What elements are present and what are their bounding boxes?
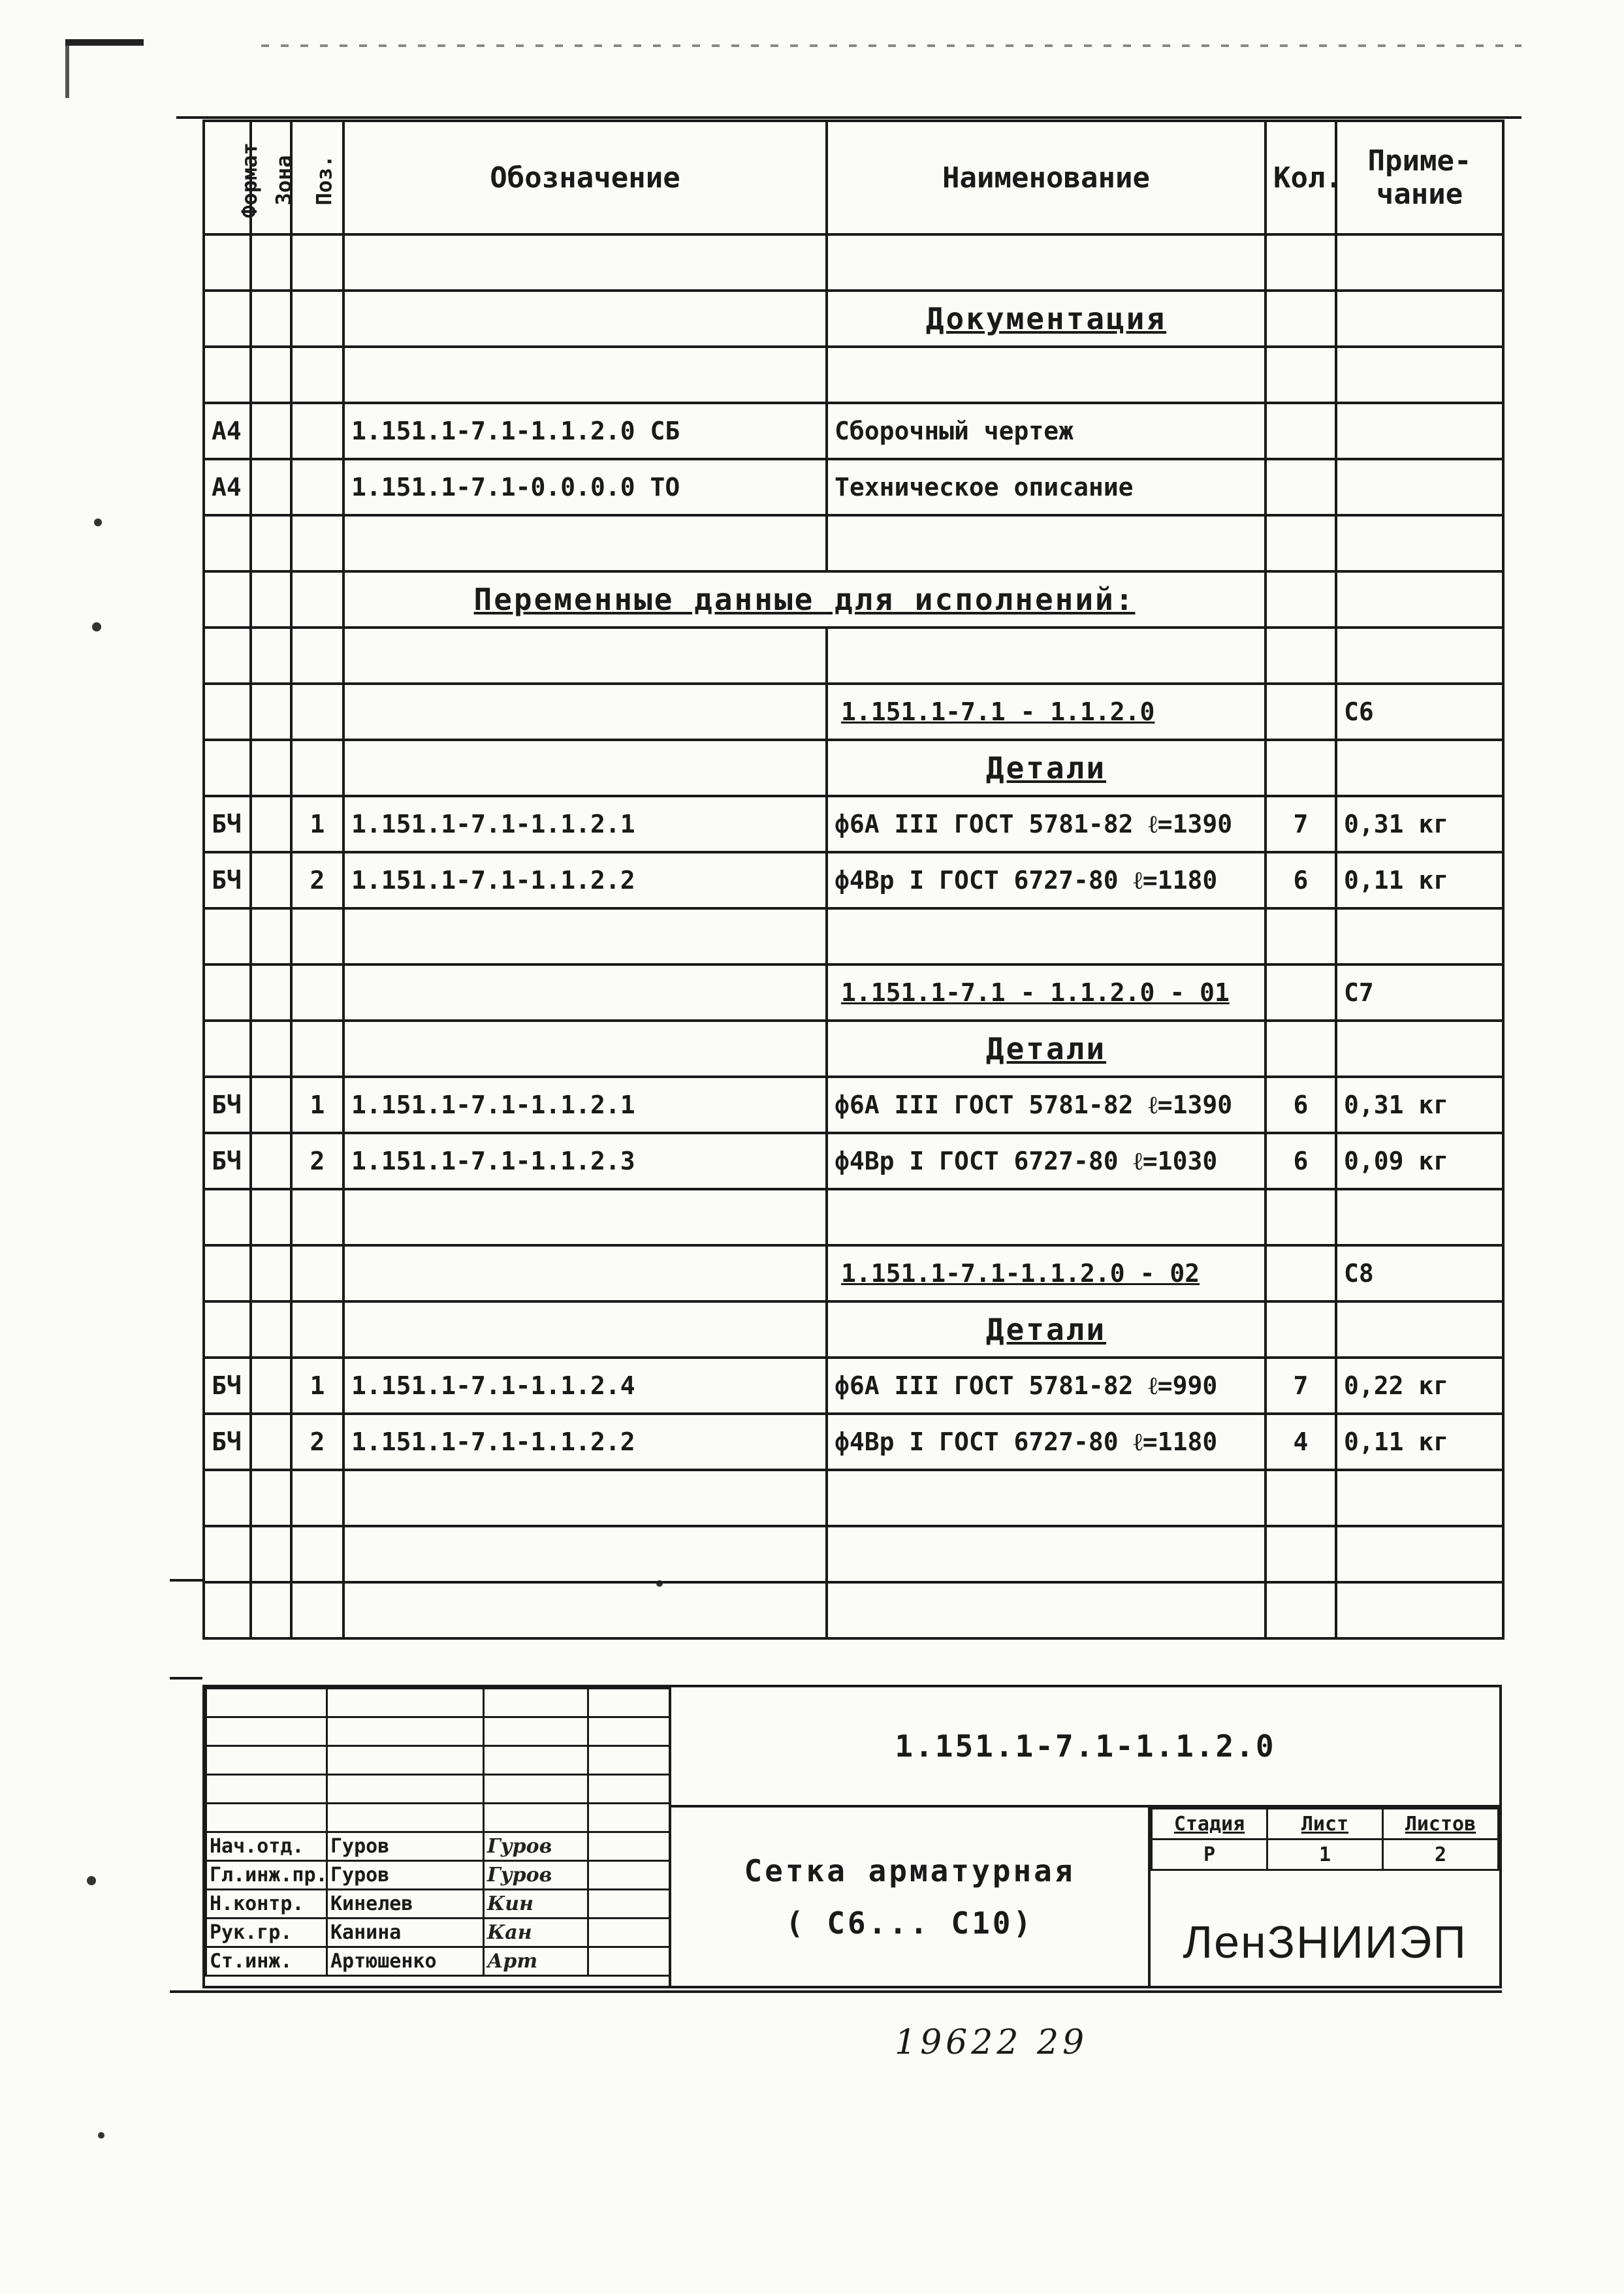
empty-row <box>204 1526 1503 1582</box>
table-row: Детали <box>204 1021 1503 1077</box>
document-title: Сетка арматурная ( С6... С10) <box>671 1808 1151 1986</box>
table-row: БЧ 1 1.151.1-7.1-1.1.2.4 ф6А III ГОСТ 5781-82 ℓ=990 7 0,22 кг <box>204 1358 1503 1414</box>
sheet-value: 1 <box>1267 1840 1383 1870</box>
table-row <box>204 291 1503 347</box>
empty-row <box>204 1189 1503 1245</box>
table-row: А4 1.151.1-7.1-1.1.2.0 СБ Сборочный чертеж <box>204 403 1503 459</box>
empty-row <box>204 515 1503 571</box>
signature-row: Гл.инж.пр. Гуров Гуров <box>206 1861 670 1890</box>
signature-row: Ст.инж. Артюшенко Арт <box>206 1947 670 1976</box>
table-row: БЧ 1 1.151.1-7.1-1.1.2.1 ф6А III ГОСТ 5781-82 ℓ=1390 7 0,31 кг <box>204 796 1503 852</box>
signature-row: Нач.отд. Гуров Гуров <box>206 1832 670 1861</box>
stage-value: Р <box>1152 1840 1267 1870</box>
empty-row <box>204 347 1503 403</box>
sheets-label: Листов <box>1383 1809 1499 1840</box>
header-designation: Обозначение <box>343 121 827 234</box>
signature-area <box>205 1687 671 1986</box>
empty-row <box>204 1582 1503 1638</box>
organization-name: ЛенЗНИИЭП <box>1183 1917 1467 1967</box>
signature-mark: Кан <box>484 1919 588 1947</box>
signature-mark: Кин <box>484 1890 588 1919</box>
sheet-label: Лист <box>1267 1809 1383 1840</box>
signature-mark: Гуров <box>484 1861 588 1890</box>
sheets-value: 2 <box>1383 1840 1499 1870</box>
signature-mark: Арт <box>484 1947 588 1976</box>
section-title-documentation: Документация <box>827 291 1266 347</box>
empty-row <box>204 908 1503 964</box>
signature-table <box>205 1687 671 1977</box>
table-row: БЧ 2 1.151.1-7.1-1.1.2.3 ф4Вр I ГОСТ 6727-80 ℓ=1030 6 0,09 кг <box>204 1133 1503 1189</box>
empty-row <box>204 1470 1503 1526</box>
signature-row: Рук.гр. Канина Кан <box>206 1919 670 1947</box>
document-code: 1.151.1-7.1-1.1.2.0 <box>671 1687 1499 1808</box>
table-row: БЧ 2 1.151.1-7.1-1.1.2.2 ф4Вр I ГОСТ 6727-80 ℓ=1180 4 0,11 кг <box>204 1414 1503 1470</box>
table-row <box>204 571 1503 628</box>
variant-row: 1.151.1-7.1 - 1.1.2.0 С6 <box>204 684 1503 740</box>
variant-row: 1.151.1-7.1 - 1.1.2.0 - 01 С7 <box>204 964 1503 1021</box>
section-title-variables: Переменные данные для исполнений: <box>343 571 1266 628</box>
header-position: Поз. <box>291 121 343 234</box>
table-row: А4 1.151.1-7.1-0.0.0.0 ТО Техническое описание <box>204 459 1503 515</box>
signature-row: Н.контр. Кинелев Кин <box>206 1890 670 1919</box>
table-row: БЧ 1 1.151.1-7.1-1.1.2.1 ф6А III ГОСТ 5781-82 ℓ=1390 6 0,31 кг <box>204 1077 1503 1133</box>
variant-row: 1.151.1-7.1-1.1.2.0 - 02 С8 <box>204 1245 1503 1301</box>
title-block <box>202 1685 1502 1988</box>
table-row: Детали <box>204 1301 1503 1358</box>
header-qty: Кол. <box>1266 121 1336 234</box>
header-format: Формат <box>204 121 251 234</box>
signature-mark: Гуров <box>484 1832 588 1861</box>
handwritten-note: 19622 29 <box>895 2023 1089 2062</box>
table-row: БЧ 2 1.151.1-7.1-1.1.2.2 ф4Вр I ГОСТ 6727-80 ℓ=1180 6 0,11 кг <box>204 852 1503 908</box>
stage-table <box>1151 1808 1499 1871</box>
empty-row <box>204 628 1503 684</box>
header-row <box>204 121 1503 234</box>
specification-table <box>202 119 1505 1640</box>
empty-row <box>204 234 1503 291</box>
stage-label: Стадия <box>1152 1809 1267 1840</box>
header-name: Наименование <box>827 121 1266 234</box>
table-row: Детали <box>204 740 1503 796</box>
header-note: Приме- чание <box>1336 121 1503 234</box>
header-zone: Зона <box>251 121 291 234</box>
